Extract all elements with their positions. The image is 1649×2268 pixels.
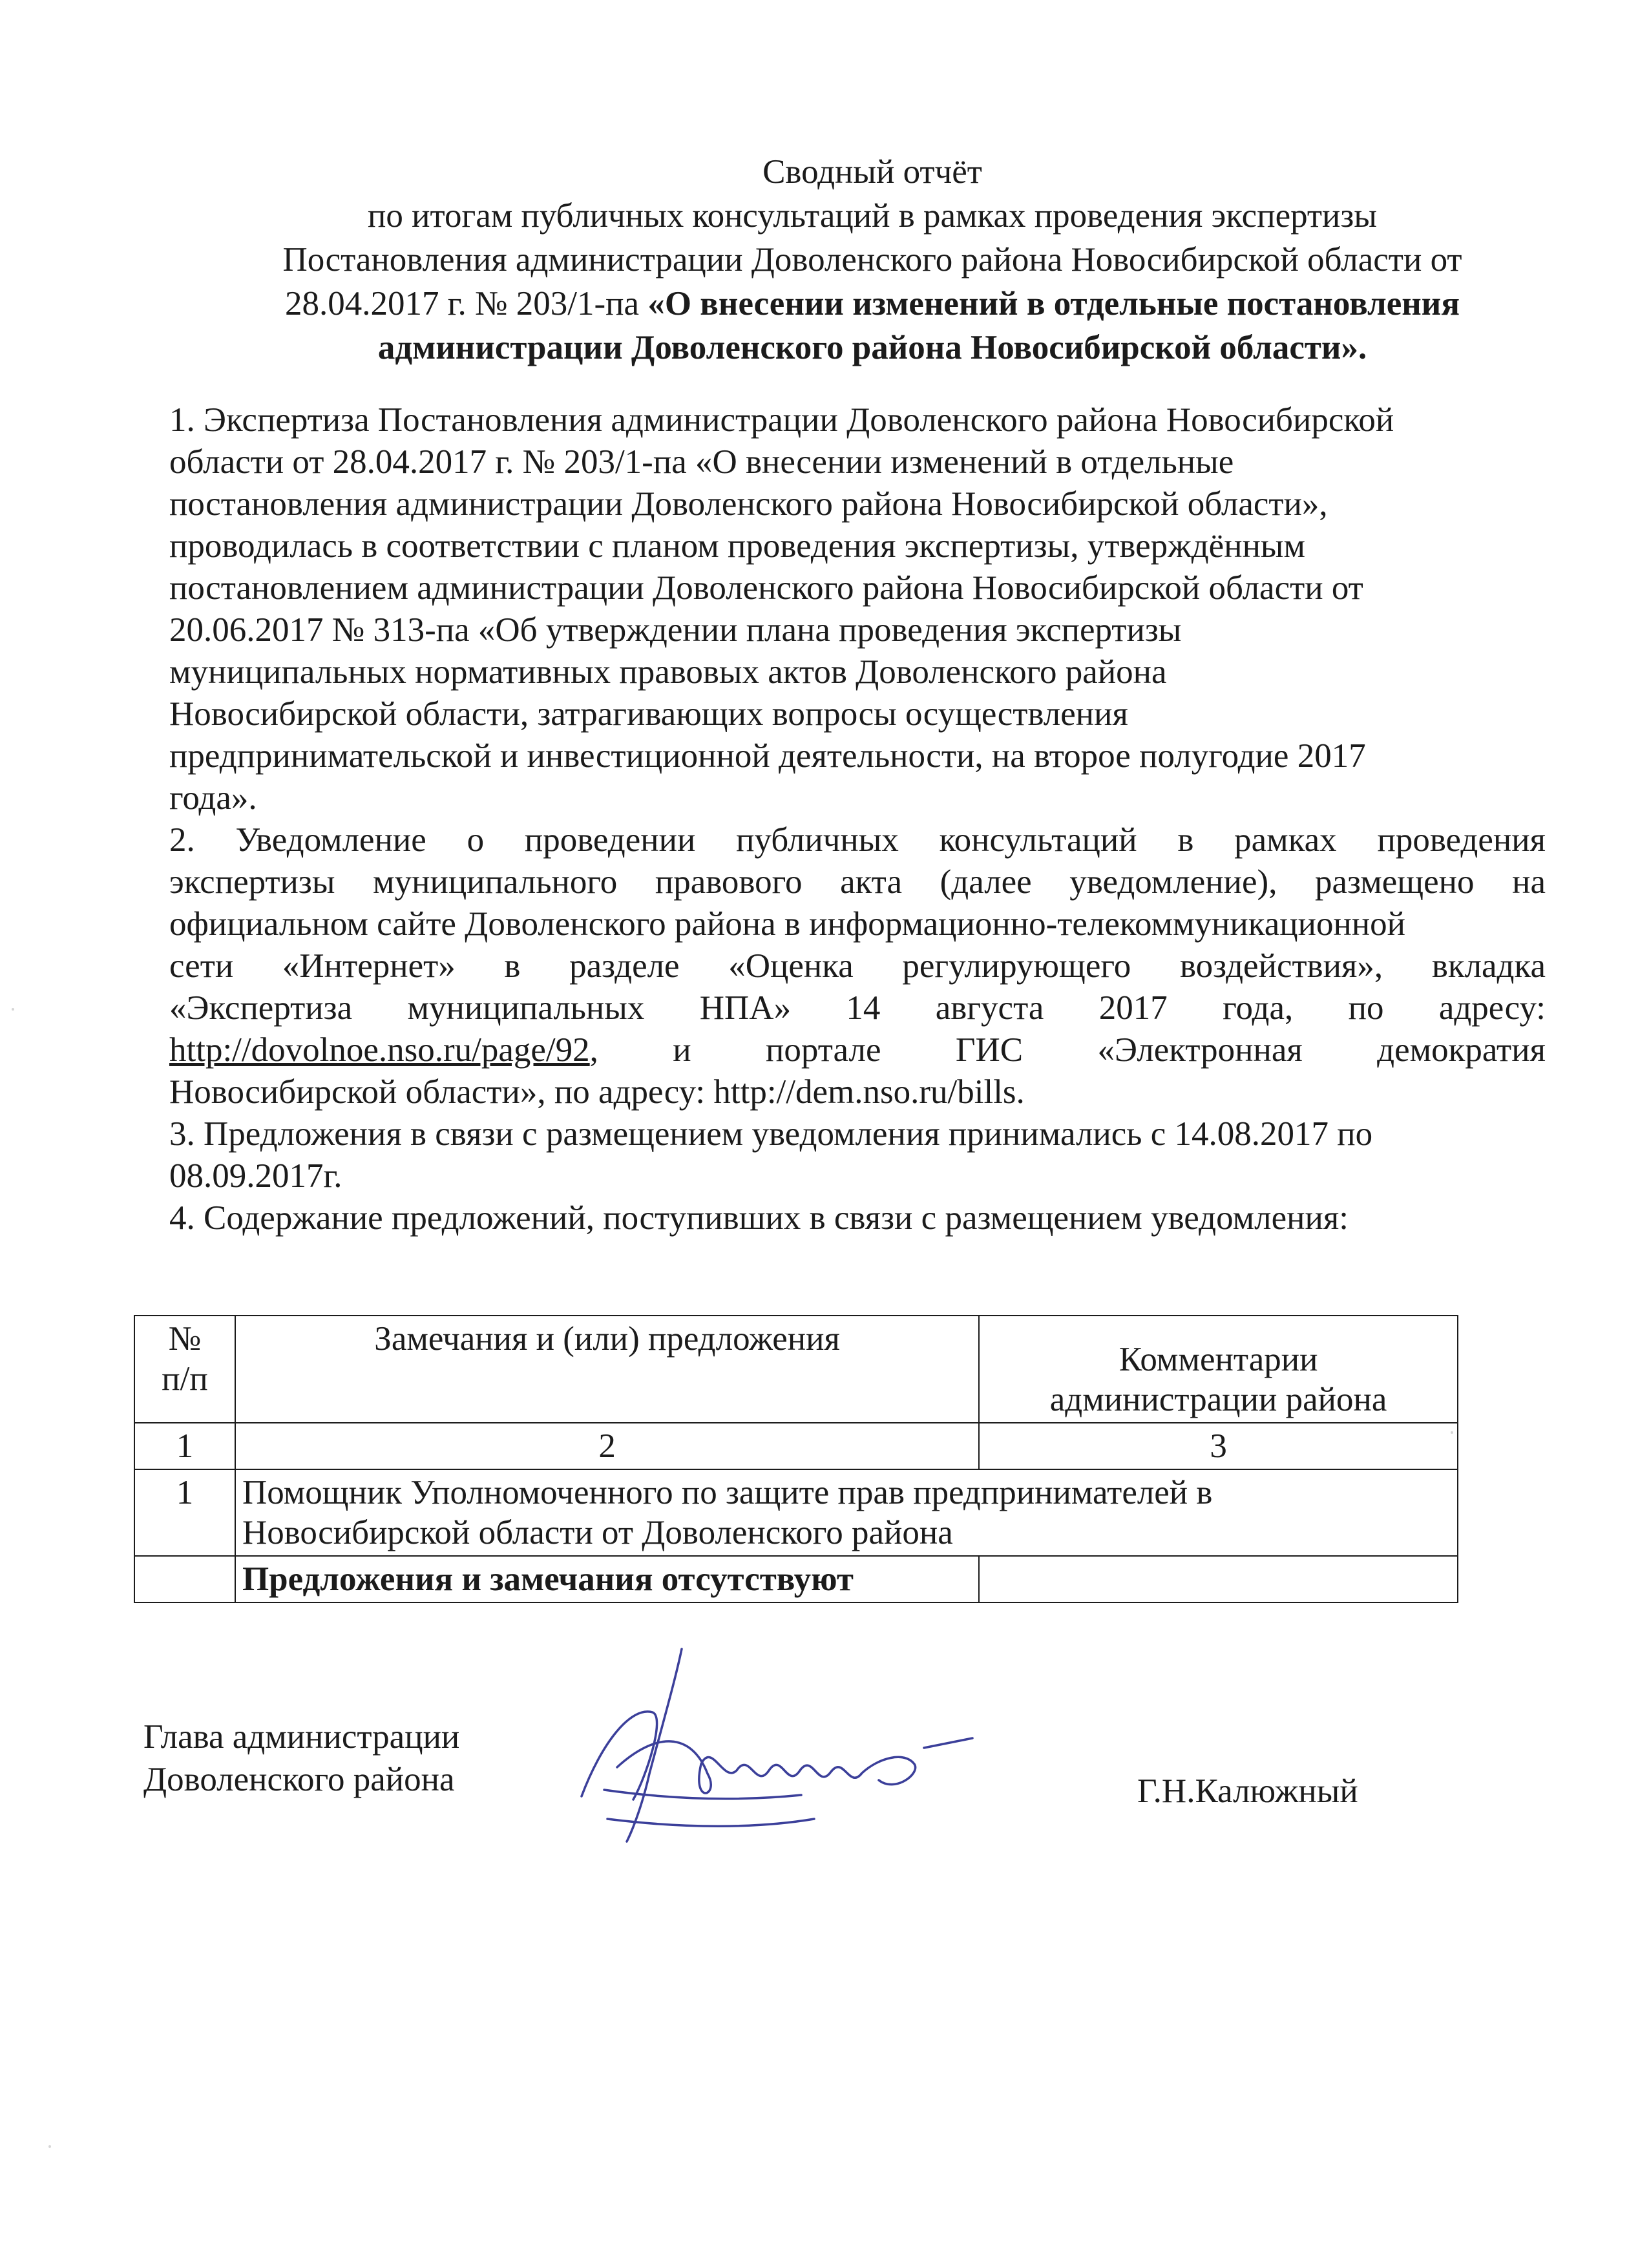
title-line: по итогам публичных консультаций в рамках проведения экспертизы <box>368 197 1377 235</box>
word: «Электронная <box>1097 1031 1303 1069</box>
section-4 <box>169 1197 1546 1239</box>
text-line: 20.06.2017 № 313-па «Об утверждении плана проведения экспертизы <box>169 611 1182 649</box>
section-3 <box>169 1113 1546 1197</box>
text-line <box>169 861 1546 903</box>
document-body <box>169 399 1546 1239</box>
title-line <box>194 326 1551 370</box>
word: сети <box>169 947 234 985</box>
word: по <box>1348 989 1384 1027</box>
header-cell-comments <box>979 1316 1458 1423</box>
title-line: Постановления администрации Доволенского района Новосибирской области от <box>282 241 1462 278</box>
header-text: п/п <box>162 1360 208 1398</box>
title-line: Сводный отчёт <box>762 153 982 191</box>
website-link[interactable]: http://dovolnoe.nso.ru/page/92 <box>169 1031 590 1069</box>
word: «Оценка <box>728 947 854 985</box>
word: воздействия», <box>1179 947 1383 985</box>
handwritten-signature <box>543 1635 982 1848</box>
word: адресу: <box>1438 989 1546 1027</box>
section-2 <box>169 819 1546 1113</box>
word: в <box>504 947 521 985</box>
word: регулирующего <box>902 947 1131 985</box>
word: муниципального <box>373 863 618 901</box>
title-line <box>194 282 1551 326</box>
title-act-name: «О внесении изменений в отдельные постановления <box>647 285 1460 322</box>
table-cell: 1 <box>134 1469 235 1556</box>
word: в <box>1177 821 1194 859</box>
table-cell: 3 <box>979 1423 1458 1469</box>
section-1 <box>169 399 1546 819</box>
header-cell-proposals <box>235 1316 979 1423</box>
text-line: предпринимательской и инвестиционной деятельности, на второе полугодие 2017 <box>169 737 1366 775</box>
word: вкладка <box>1431 947 1546 985</box>
scan-speck <box>12 1008 14 1011</box>
table-row <box>134 1556 1458 1602</box>
scan-speck <box>48 2145 51 2148</box>
title-date-number: 28.04.2017 г. № 203/1-па <box>284 285 648 322</box>
position-line: Доволенского района <box>143 1761 455 1798</box>
word: портале <box>766 1031 881 1069</box>
table-header-row <box>134 1316 1458 1423</box>
word: разделе <box>569 947 680 985</box>
text-line <box>169 1029 1546 1071</box>
word: уведомление), <box>1069 863 1277 901</box>
word: акта <box>840 863 903 901</box>
word-group <box>169 1029 598 1071</box>
text-line <box>169 987 1546 1029</box>
table-cell: 2 <box>235 1423 979 1469</box>
text-line: 4. Содержание предложений, поступивших в связи с размещением уведомления: <box>169 1199 1349 1237</box>
text-line: 3. Предложения в связи с размещением уведомления принимались с 14.08.2017 по <box>169 1115 1373 1153</box>
proposals-table <box>134 1315 1458 1603</box>
header-text: администрации района <box>1049 1381 1387 1418</box>
text-line: Новосибирской области», по адресу: http://dem.nso.ru/bills. <box>169 1073 1025 1111</box>
text-line: 1. Экспертиза Постановления администрации Доволенского района Новосибирской <box>169 401 1394 439</box>
word: , <box>589 1031 598 1069</box>
text-line: официальном сайте Доволенского района в информационно-телекоммуникационной <box>169 905 1406 943</box>
table-cell <box>235 1469 1458 1556</box>
text-line: 08.09.2017г. <box>169 1157 342 1195</box>
word: (далее <box>940 863 1032 901</box>
word: публичных <box>736 821 899 859</box>
text-line: муниципальных нормативных правовых актов Доволенского района <box>169 653 1167 691</box>
cell-text: Помощник Уполномоченного по защите прав предпринимателей в <box>242 1474 1213 1511</box>
text-line: года». <box>169 779 257 817</box>
word: демократия <box>1377 1031 1546 1069</box>
word: экспертизы <box>169 863 335 901</box>
text-line: проводилась в соответствии с планом проведения экспертизы, утверждённым <box>169 527 1306 565</box>
word: проведения <box>1377 821 1546 859</box>
word: НПА» <box>699 989 792 1027</box>
text-line <box>169 819 1546 861</box>
table-cell: 1 <box>134 1423 235 1469</box>
text-line: Новосибирской области, затрагивающих вопросы осуществления <box>169 695 1128 733</box>
word: августа <box>935 989 1044 1027</box>
word: 2. <box>169 821 195 859</box>
title-act-name: администрации Доволенского района Новосибирской области». <box>377 329 1367 366</box>
table-cell <box>134 1556 235 1602</box>
signatory-name: Г.Н.Калюжный <box>1137 1772 1358 1810</box>
position-line: Глава администрации <box>143 1718 460 1756</box>
table-row <box>134 1423 1458 1469</box>
scan-speck <box>1451 1431 1453 1434</box>
table-cell <box>979 1556 1458 1602</box>
text-line: области от 28.04.2017 г. № 203/1-па «О внесении изменений в отдельные <box>169 443 1234 481</box>
word: размещено <box>1315 863 1475 901</box>
text-line <box>169 945 1546 987</box>
text-line: постановления администрации Доволенского района Новосибирской области», <box>169 485 1328 523</box>
signatory-position <box>143 1716 459 1801</box>
word: ГИС <box>955 1031 1024 1069</box>
word: консультаций <box>939 821 1137 859</box>
word: и <box>673 1031 691 1069</box>
table-cell: Предложения и замечания отсутствуют <box>235 1556 979 1602</box>
document-title <box>194 150 1551 370</box>
table-row <box>134 1469 1458 1556</box>
word: на <box>1512 863 1546 901</box>
header-cell-number <box>134 1316 235 1423</box>
word: «Интернет» <box>282 947 456 985</box>
word: муниципальных <box>407 989 645 1027</box>
word: проведении <box>524 821 696 859</box>
cell-text: Новосибирской области от Доволенского района <box>242 1514 953 1551</box>
word: 14 <box>846 989 881 1027</box>
header-text: Замечания и (или) предложения <box>374 1320 840 1358</box>
text-line: постановлением администрации Доволенского района Новосибирской области от <box>169 569 1363 607</box>
word: о <box>467 821 485 859</box>
word: правового <box>655 863 803 901</box>
word: «Экспертиза <box>169 989 353 1027</box>
word: Уведомление <box>235 821 426 859</box>
word: года, <box>1223 989 1294 1027</box>
word: 2017 <box>1098 989 1168 1027</box>
header-text: № <box>168 1320 202 1358</box>
word: рамках <box>1234 821 1337 859</box>
header-text: Комментарии <box>1119 1341 1318 1378</box>
